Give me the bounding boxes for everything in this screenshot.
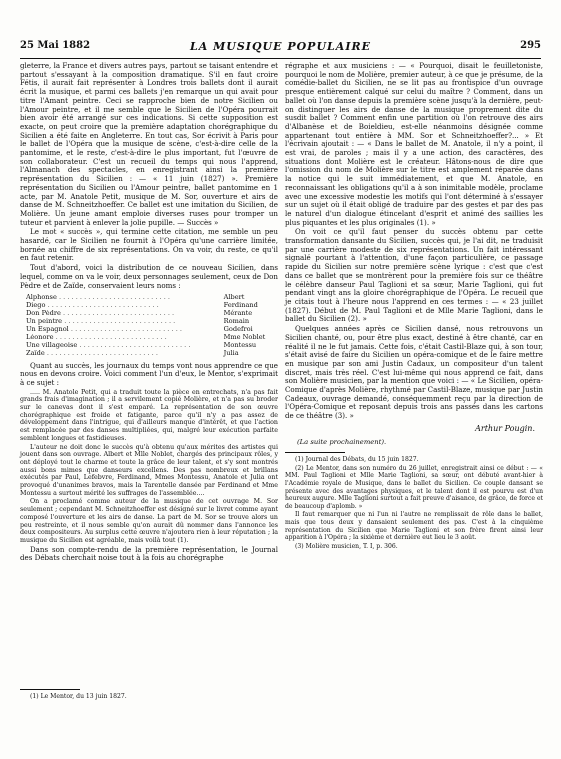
footnote-rule [20,689,80,690]
cast-role: Diego . . . [26,302,224,310]
cast-row [26,350,278,358]
footnote-rule [285,452,345,453]
paragraph: On voit ce qu'il faut penser du succès obtenu par cette transformation dansante du Sicilien, succès qui, je l'ai dit, ne traduisit par une carrière modeste de six représentations. Un fait intéressant signalé pourtant à l'attention, d'une façon particulière, ce passage rapide du Sicilien sur notre première scène lyrique : c'est que c'est dans ce ballet que se montrèrent pour la première fois sur ce théâtre le célèbre danseur Paul Taglioni et sa sœur, Marie Taglioni, qui fut pendant vingt ans la gloire chorégraphique de l'Opéra. Le recueil que je citais tout à l'heure nous l'apprend en ces termes : — « 23 juillet (1827). Début de M. Paul Taglioni et de Mlle Marie Taglioni, dans le ballet du Sicilien (2). » [285,227,543,324]
footnote: (1) Journal des Débats, du 15 juin 1827. [295,456,419,464]
cast-actor: Julia [223,348,239,357]
page-number: 295 [520,40,541,51]
issue-date: 25 Mai 1882 [20,40,91,51]
cast-role: Un Espagnol . . . [26,326,224,334]
paragraph: Dans son compte-rendu de la première représentation, le Journal des Débats cherchait noise tout à la fois au chorégraphe [20,544,278,563]
quotation: L'auteur ne doit donc le succès qu'à obtenu qu'aux mérites des artistes qui jouent dans son ouvrage. Albert et Mlle Noblet, chargés des principaux rôles, y ont déployé tout le charme et toute la grâce de leur talent, et s'y sont montrés aussi bons mimes que danseurs excellens. Des pas nombreux et brillans exécutés par Paul, Lefebvre, Ferdinand, Mmes Montessu, Anatole et Julia ont provoqué d'unanimes bravos, mais la Tarentelle dansée par Ferdinand et Mme Montessu a surtout mérité les suffrages de l'assemblée.... [20,443,278,497]
cast-list [26,294,278,357]
footnote: (2) Le Mentor, dans son numéro du 26 juillet, enregistrait ainsi ce début : — « MM. Paul Taglioni et Mlle Marie Taglioni, sa sœur, ont débuté avant-hier à l'Académie royale de Musique, dans le ballet du Sicilien. Ce couple dansant se présente avec des avantages physiques, et le talent dont il est pourvu est d'un heureux augure. Mlle Taglioni surtout a fait preuve d'aisance, de grâce, de force et de beaucoup d'aplomb. » [285,464,543,510]
cast-actor: Mérante [223,309,253,318]
cast-role: Un peintre . . . [26,318,224,326]
cast-row [26,342,278,350]
paragraph: régraphe et aux musiciens : — « Pourquoi, disait le feuilletoniste, pourquoi le nom de Molière, premier auteur, à ce que je présume, de la comédie-ballet du Sicilien, ne se lit pas au frontispice d'un ouvrage presque entièrement calqué sur celui du maître ? Comment, dans un ballet où l'on danse depuis la première scène jusqu'à la dernière, peut-on distinguer les airs de danse de la musique proprement dite du susdit ballet ? Comment enfin une partition où l'on retrouve des airs d'Albanèse et de Boieldieu, est-elle néanmoins désignée comme appartenant tout entière à MM. Sor et Schneitzhoeffer?... » Et l'écrivain ajoutait : — « Dans le ballet de M. Anatole, il n'y a point, il est vrai, de paroles ; mais il y a une action, des caractères, des situations dont Molière est le créateur. Hâtons-nous de dire que l'omission du nom de Molière sur le titre est amplement réparée dans la notice qui le suit immédiatement, et que M. Anatole, en reconnaissant les obligations qu'il a à son inimitable modèle, proclame avec une excessive modestie les motifs qui l'ont déterminé à s'essayer sur un sujet où il était obligé de traduire par des gestes et par des pas le naturel d'un dialogue étincelant d'esprit et animé des saillies les plus piquantes et les plus originales (1). » [285,61,543,227]
cast-actor: Godefroi [223,324,253,333]
cast-actor: Albert [223,293,245,302]
left-column [20,62,278,564]
right-column [285,62,543,551]
cast-role: Léonore . . . [26,334,224,342]
footnote: Il faut remarquer que ni l'un ni l'autre ne remplissait de rôle dans le ballet, mais que tous deux y dansaient seulement des pas. C'est à la cinquième représentation du Sicilien que Marie Taglioni et son frère firent ainsi leur apparition à l'Opéra ; la sixième et dernière eut lieu le 3 août. [285,511,543,542]
footnote-block [20,683,278,702]
paragraph: Quelques années après ce Sicilien dansé, nous retrouvons un Sicilien chanté, ou, pour être plus exact, destiné à être chanté, car en réalité il ne le fut jamais. Cette fois, c'était Castil-Blaze qui, à son tour, s'était avisé de faire du Sicilien un opéra-comique et de le faire mettre en musique par son ami Justin Cadaux, un compositeur d'un talent discret, mais très réel. C'est lui-même qui nous apprend ce fait, dans son Molière musicien, par la mention que voici : — « Le Sicilien, opéra-Comique d'après Molière, rhythmé par Castil-Blaze, musique par Justin Cadeaux, ouvrage demandé, conséquemment reçu par la direction de l'Opéra-Comique et reposant depuis trois ans passés dans les cartons de ce théâtre (3). » [285,324,543,421]
cast-role: Don Pèdre . . . [26,310,224,318]
cast-role: Une villageoise . . . [26,342,224,350]
cast-actor: Romain [223,317,250,325]
to-be-continued: (La suite prochainement). [297,437,387,446]
paragraph: gleterre, la France et divers autres pays, partout se taisant entendre et partout s'essayant à la composition dramatique. S'il en faut croire Fétis, il aurait fait représenter à Londres trois ballets dont il aurait écrit la musique, et parmi ces ballets j'en remarque un qui avait pour titre l'Amant peintre. Ceci se rapproche bien de notre Sicilien ou l'Amour peintre, et il me semble que le Sicilien de l'Opéra pourrait bien avoir été arrangé sur ces indications. Si cette supposition est exacte, on peut croire que la première adaptation chorégraphique du Sicilien a été faite en Angleterre. En tout cas, Sor écrivit à Paris pour le ballet de l'Opéra que la musique de scène, c'est-à-dire celle de la pantomime, et le reste, c'est-à-dire le plus important, fut l'œuvre de son collaborateur. C'est un recueil du temps qui nous l'apprend, l'Almanach des spectacles, en enregistrant ainsi la première représentation du Sicilien : — « 11 juin (1827) ». Première représentation du Sicilien ou l'Amour peintre, ballet pantomime en 1 acte, par M. Anatole Petit, musique de M. Sor, ouverture et airs de danse de M. Schneitzhoeffer. Ce ballet est une imitation du Sicilien, de Molière. Un jeune amant emploie diverses ruses pour tromper un tuteur et parvient à enlever la jolie pupille. — Succès » [20,61,278,227]
journal-title: LA MUSIQUE POPULAIRE [189,40,371,53]
paragraph: Le mot « succès », qui termine cette citation, me semble un peu hasardé, car le Sicilien ne fournit à l'Opéra qu'une carrière limitée, bornée au chiffre de six représentations. On va voir, du reste, ce qu'il en faut retenir. [20,227,278,263]
paragraph: Quant au succès, les journaux du temps vont nous apprendre ce que nous en devons croire. Voici comment l'un d'eux, le Mentor, s'exprimait à ce sujet : [20,360,278,387]
cast-actor: Mme Noblet [223,332,266,341]
footnote: (3) Molière musicien, T. I, p. 306. [295,542,398,550]
page-header [20,40,541,56]
paragraph: Tout d'abord, voici la distribution de ce nouveau Sicilien, dans lequel, comme on va le voir, deux personnages seulement, ceux de Don Pèdre et de Zaïde, conservaient leurs noms : [20,263,278,290]
cast-actor: Montessu [223,340,257,349]
cast-role: Zaïde . . . [26,350,224,358]
cast-role: Alphonse . . . [26,294,224,302]
author-signature: Arthur Pougin. [475,423,535,433]
header-rule [20,58,541,59]
quotation: On a proclamé comme auteur de la musique de cet ouvrage M. Sor seulement ; cependant M. Schneitzhoeffer est désigné sur le livret comme ayant composé l'ouverture et les airs de danse. La part de M. Sor se trouve alors un peu restreinte, et il nous semble qu'on aurait dû nommer dans l'annonce les deux compositeurs. Au surplus cette œuvre n'ajoutera rien à leur réputation ; la musique du Sicilien est agréable, mais voilà tout (1). [20,498,278,544]
quotation: ..... M. Anatole Petit, qui a traduit toute la pièce en entrechats, n'a pas fait grands frais d'imagination ; il a servilement copié Molière, et n'a pas su broder sur le canevas dont il s'est emparé. La représentation de son œuvre chorégraphique est froide et fatigante, parce qu'il n'y a pas assez de développement dans l'intrigue, qui d'ailleurs manque d'intérêt, et que l'action est remplacée par des danses multipliées, qui, malgré leur exécution parfaite semblent longues et fastidieuses. [20,388,278,442]
footnote: (1) Le Mentor, du 13 juin 1827. [30,693,127,700]
cast-actor: Ferdinand [223,301,258,310]
